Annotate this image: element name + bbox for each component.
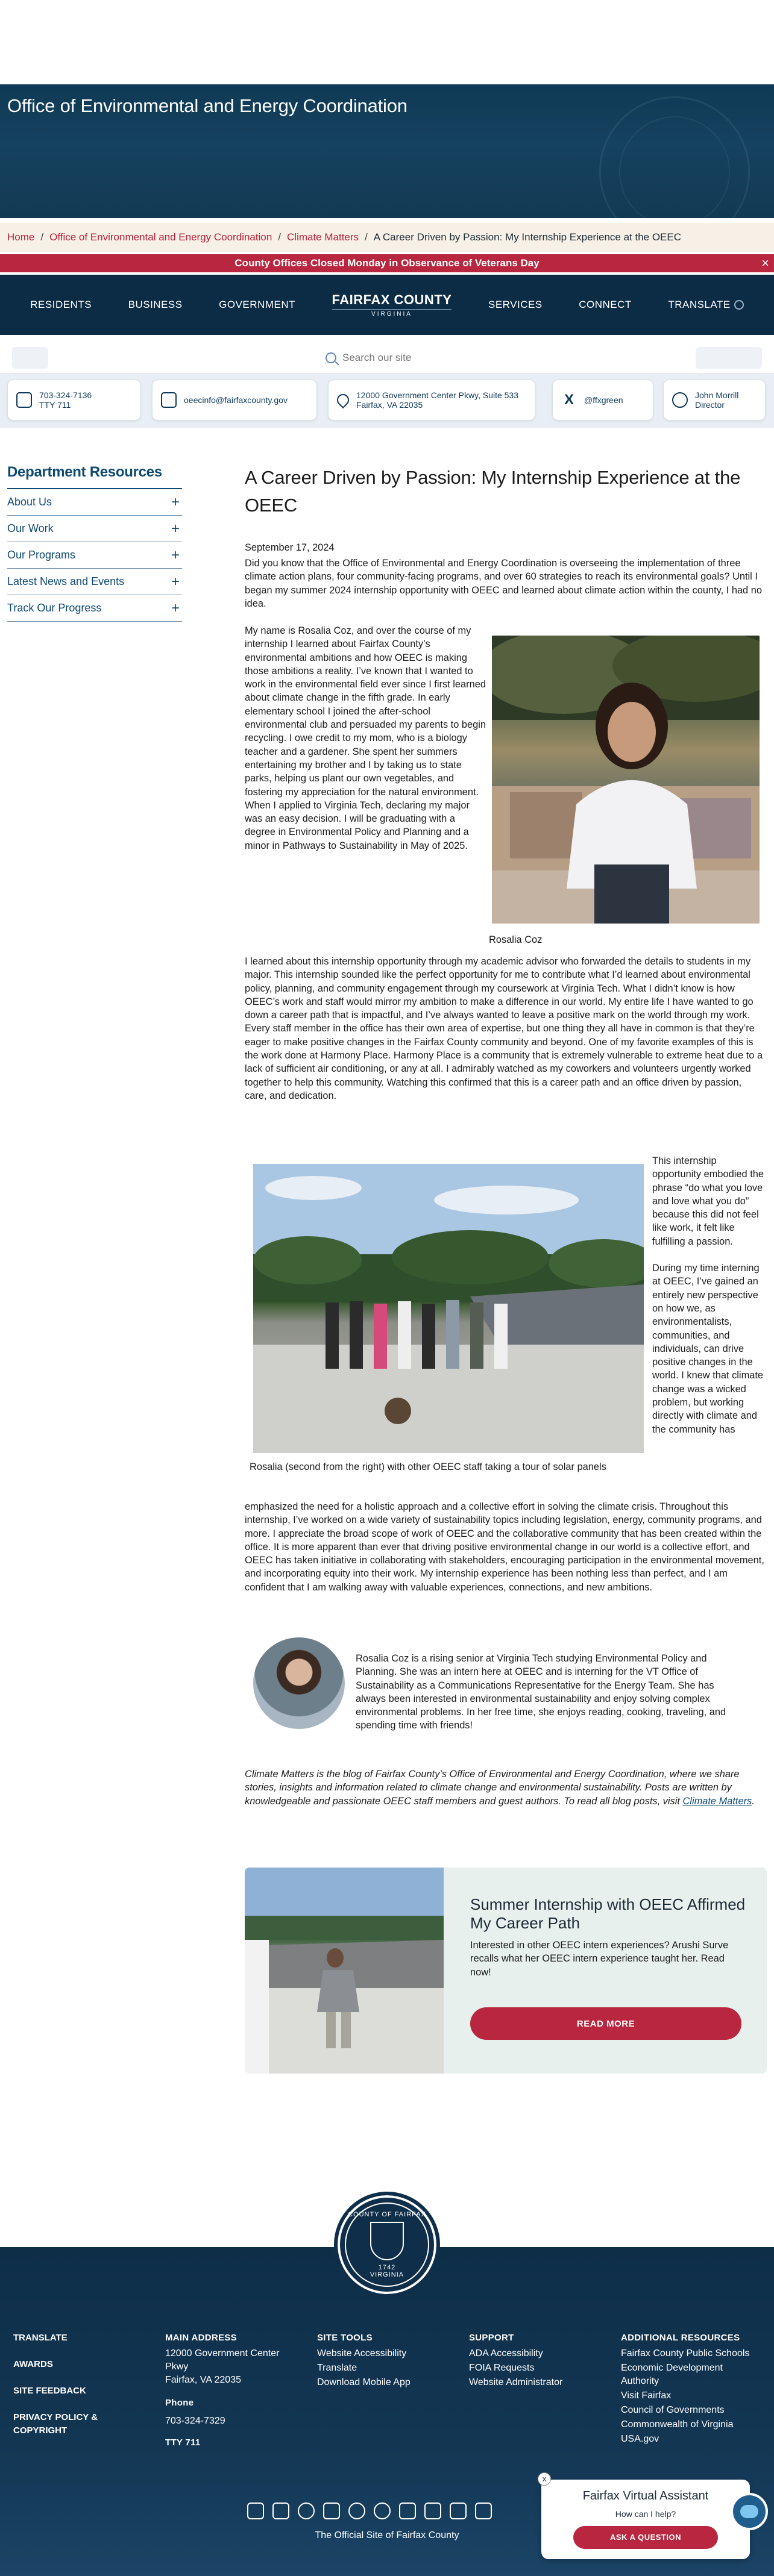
footer-awards-link[interactable]: AWARDS [13,2359,53,2369]
footer-link[interactable]: Website Accessibility [317,2348,407,2359]
search-box [326,347,567,369]
assistant-title: Fairfax Virtual Assistant [582,2489,709,2503]
chat-bubble-icon [740,2505,758,2518]
footer-link[interactable]: FOIA Requests [469,2363,535,2373]
search-bar [0,342,774,374]
ask-question-button[interactable]: ASK A QUESTION [573,2526,718,2549]
footer-col-address [165,2331,304,2452]
footer-col-site-tools [317,2331,411,2390]
search-icon[interactable] [326,352,336,363]
sidebar-item-label: Our Work [7,522,54,534]
article-paragraph: Did you know that the Office of Environmental and Energy Coordination is overseeing the implementation of three climate action plans, four community-facing programs, and over 60 strategies to reach its environmental goals? Until I began my summer 2024 internship opportunity with OEEC and learned about climate action within the county, I had no idea. [245,558,762,609]
page-hero [0,0,774,218]
sidebar-item-about-us[interactable] [7,489,182,516]
rosalia-photo [492,636,760,924]
related-post-card [245,1868,767,2074]
author-avatar [253,1637,345,1729]
breadcrumb-office[interactable]: Office of Environmental and Energy Coordination [49,231,272,243]
director-title: Director [695,400,725,410]
article-paragraph: My name is Rosalia Coz, and over the course of my internship I learned about Fairfax County’s environmental ambitions and how OEEC is making those ambitions a reality. I’ve known that I wanted to work in the environmental field ever since I first learned about climate change in the fifth grade. In early elementary school I joined the after-school environmental club and persuaded my parents to begin recycling. I owe credit to my mom, who is a biology teacher and a gardener. She spent her summers entertaining my brother and I by taking us to state parks, helping us plant our own vegetables, and fostering my appreciation for the natural environment. When I applied to Virginia Tech, declaring my major was an easy decision. I will be graduating with a degree in Environmental Policy and Planning and a minor in Pathways to Sustainability in May of 2025. [245,625,486,851]
climate-matters-link[interactable]: Climate Matters [682,1795,752,1807]
article-paragraph: During my time interning at OEEC, I’ve gained an entirely new perspective on how we, as environmentalists, communities, and individuals, can drive positive changes in the world. I knew that climate change was a wicked problem, but working directly with climate and the community has [652,1263,764,1435]
county-seal-inner [345,2202,429,2287]
footer-phone[interactable]: 703-324-7329 [165,2416,225,2426]
seal-year: 1742 [378,2264,396,2271]
director-card[interactable] [663,380,766,420]
breadcrumb [0,223,774,252]
author-bio: Rosalia Coz is a rising senior at Virginia Tech studying Environmental Policy and Planning. She was an intern here at OEEC and is interning for the VT Office of Sustainability as a Communications Representative for the Energy Team. She has always been interested in environmental sustainability and enjoy solving complex environmental problems. In her free time, she enjoys reading, cooking, traveling, and spending time with friends! [356,1653,726,1731]
article-paragraph: emphasized the need for a holistic approach and a collective effort in solving the climate crisis. Throughout this internship, I’ve worked on a wide variety of sustainability topics including legislation, energy, community programs, and more. I appreciate the broad scope of work of OEEC and the collaborative community that has been created within the office. It is more apparent than ever that driving positive environmental change in our world is a collective effort, and OEEC has taken initiative in collaborating with stakeholders, encouraging participation in the environmental movement, and incorporating equity into their work. My internship experience has been nothing less than perfect, and I am confident that I am walking away with valuable experiences, connections, and new ambitions. [245,1501,764,1593]
breadcrumb-separator: / [40,231,44,243]
contact-phone: 703-324-7136 [39,390,92,400]
solar-tour-photo [253,1164,644,1453]
sidebar-item-our-work[interactable] [7,516,182,542]
blurb-text: Climate Matters is the blog of Fairfax County’s Office of Environmental and Energy Coordination, where we share stories, insights and information related to climate change and environmental sustainability. Posts are written by knowledgeable and passionate OEEC staff members and guest authors. To read all blog posts, visit [245,1769,740,1807]
director-name: John Morrill [695,390,739,400]
calendar-icon[interactable] [247,2503,264,2519]
footer-link[interactable]: Economic Development Authority [621,2363,723,2386]
contact-address-line1: 12000 Government Center Pkwy, Suite 533 [356,390,519,400]
chat-launcher[interactable] [731,2493,768,2530]
footer-address-line: 12000 Government Center Pkwy [165,2348,280,2372]
close-icon[interactable]: x [538,2472,551,2486]
related-post-title[interactable]: Summer Internship with OEEC Affirmed My Career Path [470,1895,746,1932]
sidebar-title: Department Resources [7,464,182,489]
sidebar [7,464,182,622]
seal-top-text: COUNTY OF FAIRFAX [348,2211,426,2218]
sidebar-item-track-progress[interactable] [7,595,182,622]
instagram-icon[interactable] [424,2503,441,2519]
main-nav [0,275,774,335]
nav-services[interactable]: SERVICES [488,299,543,310]
seal-bottom-text: VIRGINIA [370,2271,404,2278]
footer-address-line: Fairfax, VA 22035 [165,2375,241,2385]
seal-emblem-icon [370,2222,404,2260]
footer-heading: SUPPORT [469,2333,514,2343]
mobile-icon[interactable] [475,2503,492,2519]
youtube-icon[interactable] [450,2503,467,2519]
footer-translate-link[interactable]: TRANSLATE [13,2333,68,2343]
contact-tty: TTY 711 [39,400,71,410]
article-header [245,464,768,519]
phone-card[interactable] [7,380,141,420]
contact-address-line2: Fairfax, VA 22035 [356,400,423,410]
assistant-subtitle: How can I help? [615,2509,676,2519]
footer-link[interactable]: Commonwealth of Virginia [621,2419,734,2430]
nav-translate-label: TRANSLATE [668,299,731,310]
blog-blurb [245,1768,767,1808]
footer-link[interactable]: USA.gov [621,2434,659,2444]
social-card[interactable] [552,380,653,420]
footer-col-resources [621,2331,760,2447]
close-icon[interactable]: × [761,255,769,270]
logo-sub-text: VIRGINIA [332,309,452,317]
article-paragraph: I learned about this internship opportunity through my academic advisor who forwarded the details to students in my major. This internship sounded like the perfect opportunity for me to contribute what I’d learned about environmental policy, planning, and community engagement through my coursework at Virginia Tech. What I didn’t know is how OEEC’s work and staff would mirror my ambition to make a difference in our world. My entire life I have wanted to go down a career path that is impactful, and I’ve always wanted to leave a positive mark on the world through my work. Every staff member in the office has their own area of expertise, but one thing they all have in common is that they’re eager to make positive changes in the Fairfax County community and beyond. One of my favorite examples of this is the work done at Harmony Place. Harmony Place is a community that is extremely vulnerable to extreme heat due to a lack of sufficient air conditioning, or any at all. I admirably watched as my coworkers and volunteers urgently worked together to help this community. Watching this confirmed that this is a career path and an office driven by passion, care, and dedication. [245,956,763,1101]
sidebar-item-our-programs[interactable] [7,542,182,569]
globe-icon [734,300,744,310]
alert-text: County Offices Closed Monday in Observance of Veterans Day [234,257,540,269]
nav-business[interactable]: BUSINESS [128,299,183,310]
nav-translate[interactable] [668,299,743,311]
plus-icon[interactable]: + [171,573,180,590]
footer-heading: MAIN ADDRESS [165,2333,237,2343]
search-right-pill [696,347,762,369]
threads-icon[interactable] [374,2503,391,2519]
sidebar-item-label: Latest News and Events [7,575,125,587]
wifi-icon[interactable] [348,2503,365,2519]
address-card[interactable] [328,380,535,420]
plus-icon[interactable]: + [171,493,180,510]
blurb-end: . [752,1795,755,1807]
social-links [247,2503,492,2519]
county-seal [334,2192,440,2298]
breadcrumb-home[interactable]: Home [7,231,35,243]
footer-link[interactable]: Website Administrator [469,2377,563,2387]
logo-main-text: FAIRFAX COUNTY [332,292,452,307]
phone-icon [16,392,32,408]
footer-link[interactable]: Council of Governments [621,2405,725,2415]
footer-link[interactable]: Visit Fairfax [621,2390,672,2401]
breadcrumb-section[interactable]: Climate Matters [287,231,359,243]
sidebar-item-latest-news[interactable] [7,569,182,595]
x-icon[interactable] [399,2503,416,2519]
newsletter-icon[interactable] [272,2503,289,2519]
footer-tty: TTY 711 [165,2437,201,2448]
nav-government[interactable]: GOVERNMENT [219,299,295,310]
footer-col-links [13,2331,134,2451]
footer-heading: Phone [165,2398,194,2408]
x-icon: X [564,392,574,408]
search-left-pill [12,347,48,369]
contact-social: @ffxgreen [584,395,623,405]
photo-caption: Rosalia Coz [489,934,543,945]
sidebar-item-label: Track Our Progress [7,602,102,614]
article-date: September 17, 2024 [245,542,335,553]
footer-col-support [469,2331,562,2390]
side-text [652,1154,767,1436]
rosalia-photo-illustration [492,636,760,924]
mail-icon [161,392,177,408]
facebook-icon[interactable] [298,2503,315,2519]
plus-icon[interactable]: + [171,546,180,563]
nav-residents[interactable]: RESIDENTS [30,299,92,310]
nav-connect[interactable]: CONNECT [579,299,632,310]
solar-tour-illustration [253,1164,644,1453]
contact-email: oeecinfo@fairfaxcounty.gov [184,395,288,405]
related-post-text: Interested in other OEEC intern experiences? Arushi Surve recalls what her OEEC intern experience taught her. Read now! [470,1940,729,1978]
footer-link[interactable]: Translate [317,2363,357,2373]
search-input[interactable] [342,352,535,364]
article-paragraph: This internship opportunity embodied the phrase “do what you love and love what you do” because this did not feel like work, it felt like fulfilling a passion. [652,1155,764,1247]
breadcrumb-separator: / [278,231,282,243]
footer-link[interactable]: ADA Accessibility [469,2348,543,2359]
related-post-image [245,1868,444,2074]
related-post-illustration [245,1868,444,2074]
plus-icon[interactable]: + [171,520,180,537]
virtual-assistant-widget [541,2474,750,2559]
breadcrumb-separator: / [365,231,368,243]
footer-heading: SITE TOOLS [317,2333,373,2343]
footer-link[interactable]: Fairfax County Public Schools [621,2348,750,2359]
plus-icon[interactable]: + [171,599,180,616]
person-icon [672,392,688,408]
footer-privacy-link[interactable]: PRIVACY POLICY & COPYRIGHT [13,2412,98,2436]
breadcrumb-current: A Career Driven by Passion: My Internship Experience at the OEEC [373,231,682,243]
contact-bar [0,374,774,428]
footer-link[interactable]: Download Mobile App [317,2377,411,2387]
map-pin-icon [335,392,351,408]
article-title: A Career Driven by Passion: My Internship Experience at the OEEC [245,467,741,516]
footer-heading: ADDITIONAL RESOURCES [621,2333,740,2343]
read-more-button[interactable]: READ MORE [470,2007,741,2040]
official-site-text: The Official Site of Fairfax County [315,2530,459,2540]
footer-feedback-link[interactable]: SITE FEEDBACK [13,2386,86,2396]
photo-caption: Rosalia (second from the right) with other OEEC staff taking a tour of solar panels [250,1462,606,1472]
alert-banner [0,254,774,272]
sidebar-item-label: Our Programs [7,549,76,561]
shield-icon[interactable] [323,2503,340,2519]
office-title: Office of Environmental and Energy Coordination [7,95,407,116]
sidebar-item-label: About Us [7,496,52,508]
county-logo[interactable] [332,292,452,317]
email-card[interactable] [152,380,317,420]
